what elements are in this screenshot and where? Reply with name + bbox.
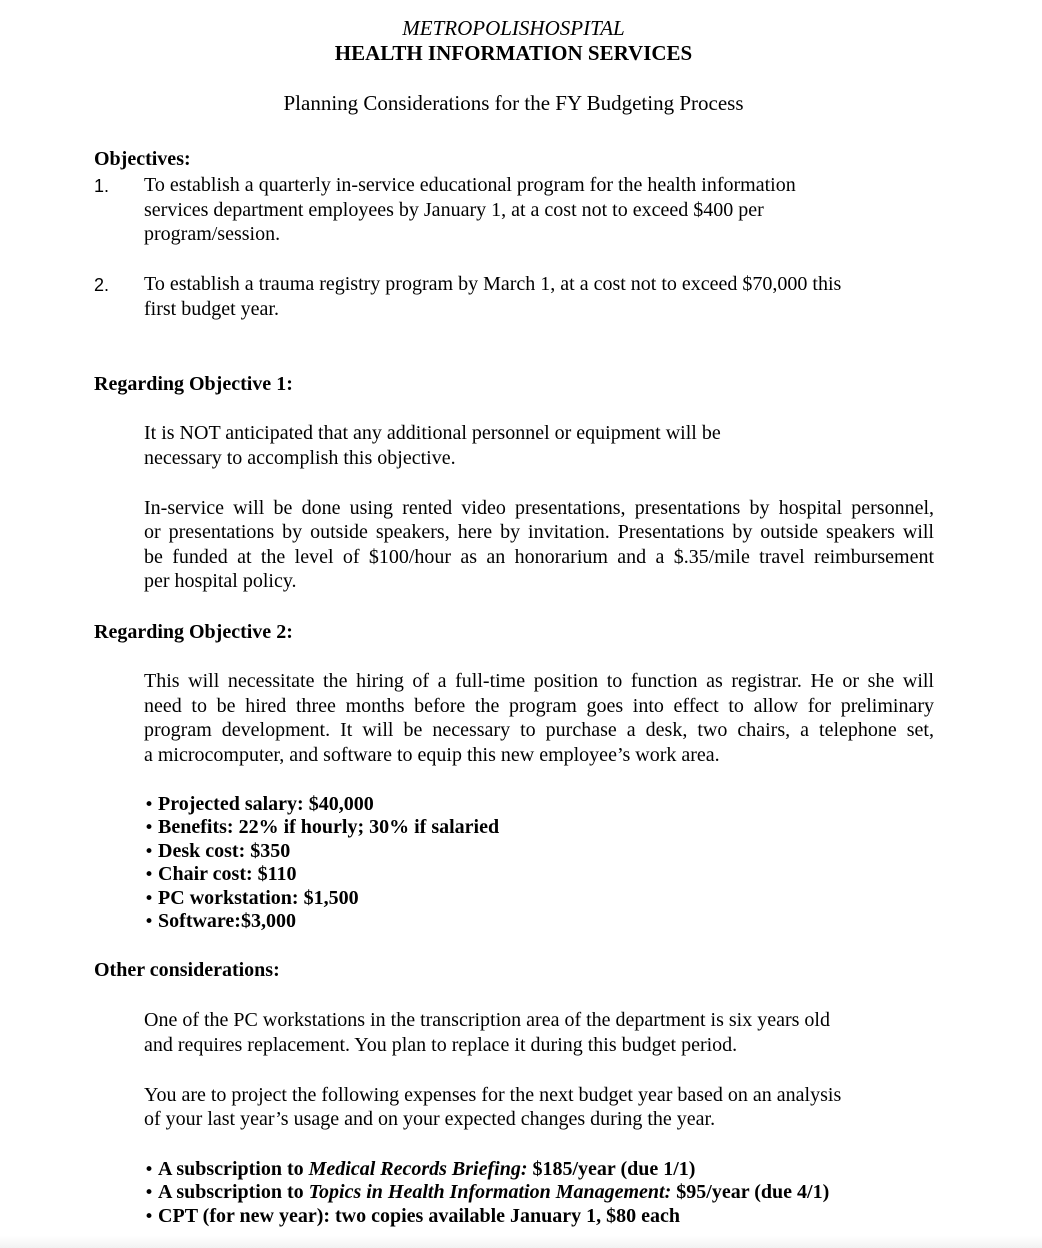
bullet-icon: • (144, 795, 155, 815)
list-item (144, 840, 290, 863)
list-item (144, 910, 296, 933)
objective-2-text: need to be hired three months before the program goes into effect to allow for preliminary (144, 695, 934, 717)
objectives-heading: Objectives: (94, 148, 191, 170)
bullet-icon: • (144, 865, 155, 885)
list-item-text: Benefits: 22% if hourly; 30% if salaried (158, 816, 500, 838)
objective-2-line: To establish a trauma registry program by March 1, at a cost not to exceed $70,000 this (144, 273, 842, 295)
list-item-text: A subscription to (158, 1181, 309, 1203)
objective-1-text: be funded at the level of $100/hour as an honorarium and a $.35/mile travel reimbursement (144, 546, 934, 568)
list-item-text: $95/year (due 4/1) (671, 1181, 830, 1203)
page-bottom-edge (0, 1236, 1042, 1248)
objective-1-text: or presentations by outside speakers, here by invitation. Presentations by outside speakers will (144, 521, 934, 543)
objective-1-text: It is NOT anticipated that any additional personnel or equipment will be (144, 422, 721, 444)
document-subtitle: Planning Considerations for the FY Budgeting Process (283, 91, 744, 115)
bullet-icon: • (144, 1207, 155, 1227)
list-item-text: Chair cost: $110 (158, 863, 297, 885)
hospital-name: METROPOLISHOSPITAL (402, 16, 625, 40)
objective-1-heading: Regarding Objective 1: (94, 373, 293, 395)
objective-number-2: 2. (94, 275, 110, 295)
list-item-text: Desk cost: $350 (158, 840, 291, 862)
list-item (144, 887, 359, 910)
objective-1-line: services department employees by January 1, at a cost not to exceed $400 per (144, 199, 764, 221)
other-text: of your last year’s usage and on your expected changes during the year. (144, 1108, 716, 1130)
department-name: HEALTH INFORMATION SERVICES (334, 41, 693, 65)
bullet-icon: • (144, 1183, 155, 1203)
bullet-icon: • (144, 842, 155, 862)
objective-number-1: 1. (94, 176, 110, 196)
bullet-icon: • (144, 818, 155, 838)
list-item-text: $185/year (due 1/1) (527, 1158, 696, 1180)
publication-title: Topics in Health Information Management: (308, 1181, 672, 1203)
list-item (144, 863, 297, 886)
objective-1-text: In-service will be done using rented video presentations, presentations by hospital personnel, (144, 497, 934, 519)
publication-title: Medical Records Briefing: (308, 1158, 528, 1180)
objective-1-text: necessary to accomplish this objective. (144, 447, 456, 469)
list-item-text: CPT (for new year): two copies available January 1, $80 each (158, 1205, 681, 1227)
bullet-icon: • (144, 912, 155, 932)
bullet-icon: • (144, 1160, 155, 1180)
objective-1-line: program/session. (144, 223, 281, 245)
objective-2-text: program development. It will be necessary to purchase a desk, two chairs, a telephone set, (144, 719, 934, 741)
other-text: One of the PC workstations in the transcription area of the department is six years old (144, 1009, 830, 1031)
list-item (144, 1205, 680, 1228)
other-text: and requires replacement. You plan to replace it during this budget period. (144, 1034, 738, 1056)
list-item-text: Projected salary: $40,000 (158, 793, 374, 815)
list-item (144, 816, 499, 839)
bullet-icon: • (144, 889, 155, 909)
objective-1-line: To establish a quarterly in-service educational program for the health information (144, 174, 796, 196)
other-considerations-heading: Other considerations: (94, 959, 280, 981)
list-item-text: Software:$3,000 (158, 910, 296, 932)
list-item (144, 793, 374, 816)
objective-2-text: a microcomputer, and software to equip this new employee’s work area. (144, 744, 720, 766)
objective-2-heading: Regarding Objective 2: (94, 621, 293, 643)
list-item-text: PC workstation: $1,500 (158, 887, 359, 909)
objective-1-text: per hospital policy. (144, 570, 297, 592)
list-item (144, 1181, 829, 1204)
list-item (144, 1158, 695, 1181)
objective-2-line: first budget year. (144, 298, 279, 320)
objective-2-text: This will necessitate the hiring of a full-time position to function as registrar. He or she will (144, 670, 934, 692)
other-text: You are to project the following expenses for the next budget year based on an analysis (144, 1084, 842, 1106)
list-item-text: A subscription to (158, 1158, 309, 1180)
